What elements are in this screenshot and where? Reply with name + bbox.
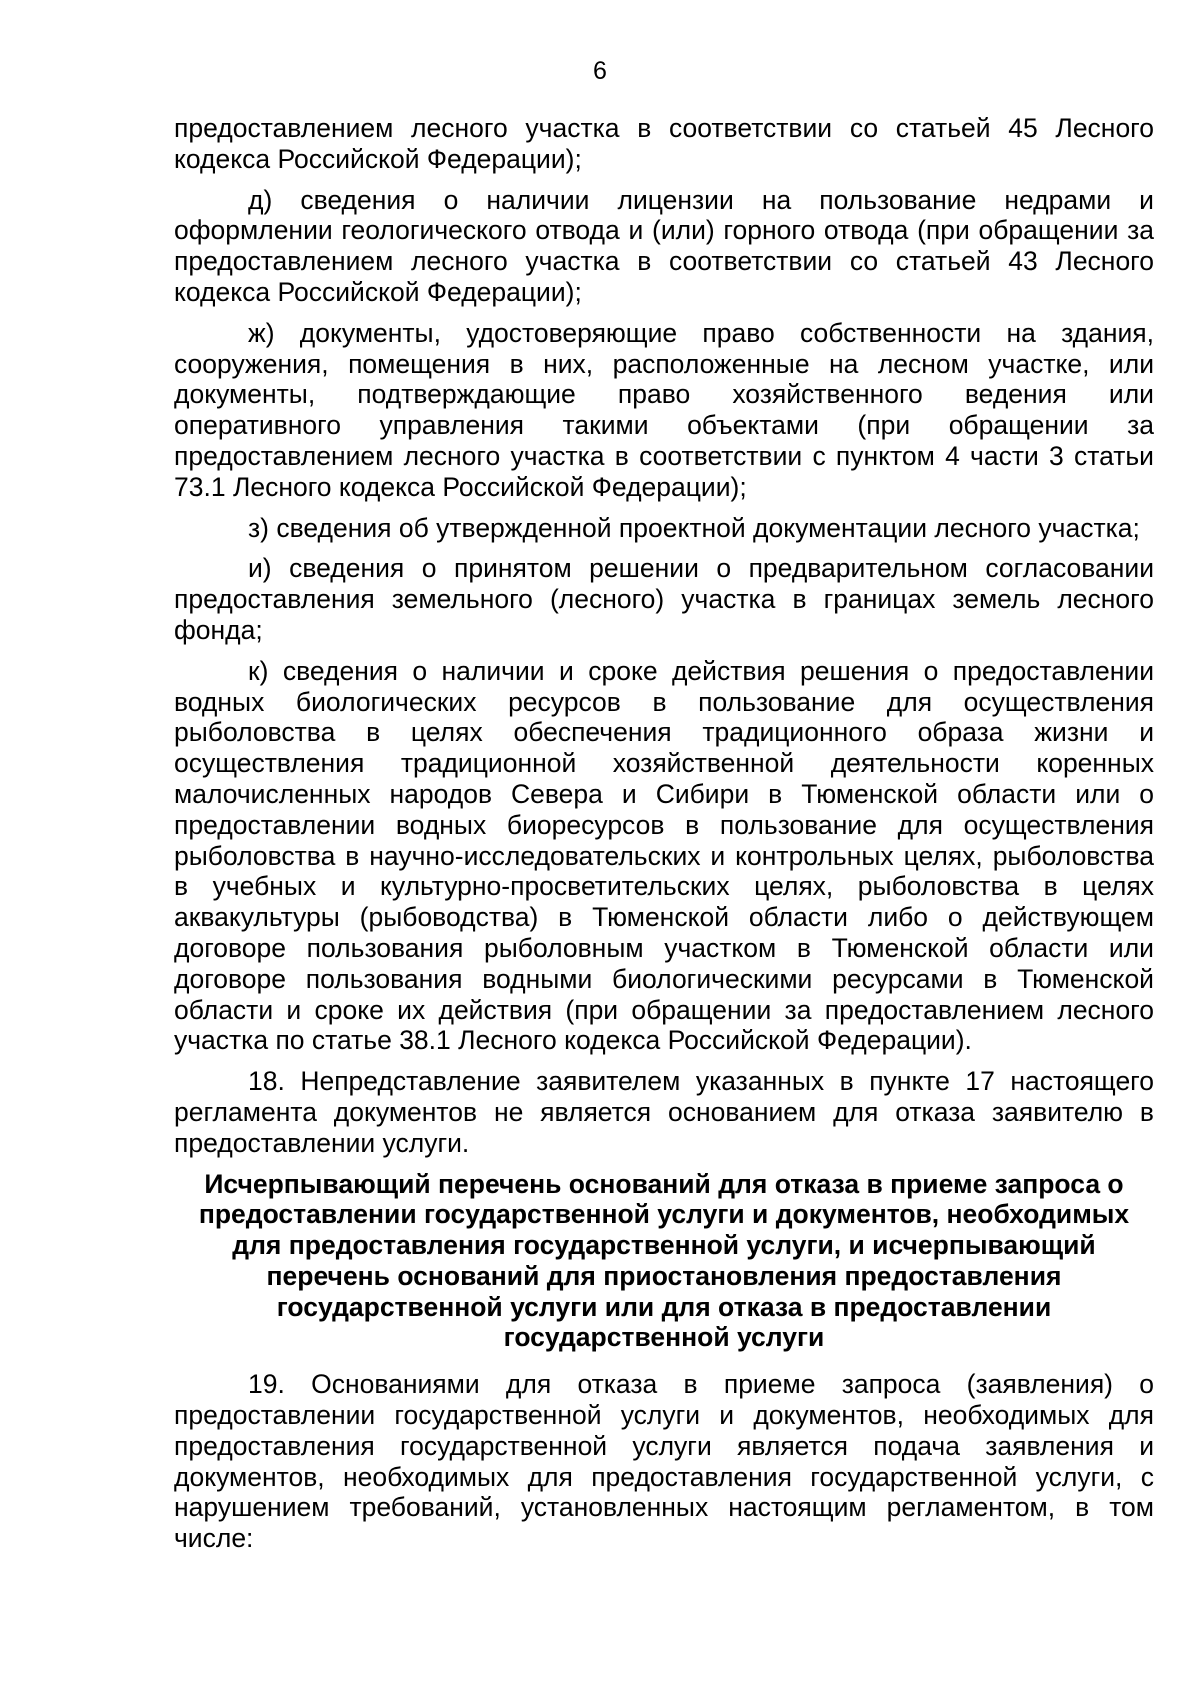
paragraph-18: 18. Непредставление заявителем указанных в пункте 17 настоящего регламента документов не является основанием для отказа заявителю в предоставлении услуги. [174,1066,1154,1158]
heading-line: государственной услуги [503,1322,825,1353]
paragraph-item-k: к) сведения о наличии и сроке действия решения о предоставлении водных биологических ресурсов в пользование для осуществления рыболовства в целях обеспечения традиционного образа жизни и осуществления традиционной хозяйственной деятельности коренных малочисленных народов Севера и Сибири в Тюменской области или о предоставлении водных биоресурсов в пользование для осуществления рыболовства в научно-исследовательских и контрольных целях, рыболовства в учебных и культурно-просветительских целях, рыболовства в целях аквакультуры (рыбоводства) в Тюменской области либо о действующем договоре пользования рыболовным участком в Тюменской области или договоре пользования водными биологическими ресурсами в Тюменской области и сроке их действия (при обращении за предоставлением лесного участка по статье 38.1 Лесного кодекса Российской Федерации). [174,655,1154,1056]
heading-line: Исчерпывающий перечень оснований для отказа в приеме запроса о [204,1168,1124,1199]
heading-line: для предоставления государственной услуги, и исчерпывающий [232,1230,1096,1261]
paragraph-item-z: з) сведения об утвержденной проектной документации лесного участка; [248,512,1140,543]
paragraph-19: 19. Основаниями для отказа в приеме запроса (заявления) о предоставлении государственной услуги и документов, необходимых для предоставления государственной услуги является подача заявления и документов, необходимых для предоставления государственной услуги, с нарушением требований, установленных настоящим регламентом, в том числе: [174,1369,1154,1554]
paragraph-item-i: и) сведения о принятом решении о предварительном согласовании предоставления земельного (лесного) участка в границах земель лесного фонда; [174,553,1154,645]
paragraph-item-zh: ж) документы, удостоверяющие право собственности на здания, сооружения, помещения в них, расположенные на лесном участке, или документы, подтверждающие право хозяйственного ведения или оперативного управления такими объектами (при обращении за предоставлением лесного участка в соответствии с пунктом 4 части 3 статьи 73.1 Лесного кодекса Российской Федерации); [174,317,1154,502]
heading-line: предоставлении государственной услуги и документов, необходимых [198,1199,1130,1230]
paragraph-continuation: предоставлением лесного участка в соответствии со статьей 45 Лесного кодекса Российской Федерации); [174,113,1154,174]
section-heading [174,1169,1154,1354]
paragraph-item-d: д) сведения о наличии лицензии на пользование недрами и оформлении геологического отвода и (или) горного отвода (при обращении за предоставлением лесного участка в соответствии со статьей 43 Лесного кодекса Российской Федерации); [174,184,1154,307]
page-number: 6 [593,57,607,85]
document-body [174,113,1154,1564]
heading-line: государственной услуги или для отказа в предоставлении [276,1291,1052,1322]
heading-line: перечень оснований для приостановления предоставления [266,1260,1062,1291]
